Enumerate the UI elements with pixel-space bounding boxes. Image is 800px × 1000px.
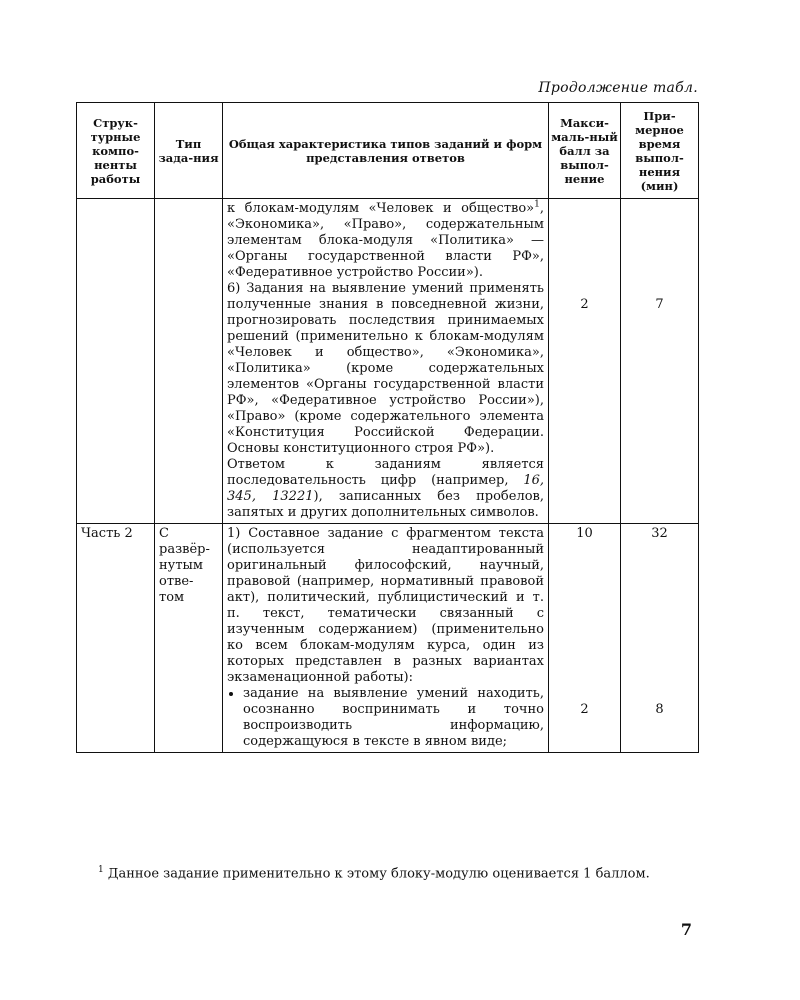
exam-structure-table [76,102,699,753]
time-value: 7 [655,297,664,312]
cell-max-score [549,199,621,524]
cell-type [155,199,223,524]
footnote-reference: 1 [534,199,540,210]
cell-description [223,199,549,524]
header-max-score: Макси-маль-ный балл за выпол-нение [549,103,621,199]
description-text: , «Экономика», «Право», содержательным элементам блока-модуля «Политика» — «Органы государственной власти РФ», «Федеративное устройство России»). [227,201,544,280]
bullet-max-score-value: 2 [580,702,589,717]
header-description: Общая характеристика типов заданий и форм представления ответов [223,103,549,199]
description-text: Ответом к заданиям является последовательность цифр (например, [227,457,544,488]
spacer [553,542,616,702]
header-time: При-мерное время выпол-нения (мин) [621,103,699,199]
time-value: 32 [651,526,668,541]
footnote-marker: 1 [98,865,104,875]
table-row [77,524,699,753]
description-text: к блокам-модулям «Человек и общество» [227,201,535,216]
description-paragraph [227,457,544,521]
cell-type: С развёр-нутым отве-том [155,524,223,753]
table-header-row [77,103,699,199]
table-continuation-note: Продолжение табл. [538,80,698,96]
cell-description [223,524,549,753]
bullet-time-value: 8 [655,702,664,717]
cell-component: Часть 2 [77,524,155,753]
description-text: ), записанных без пробелов, запятых и других дополнительных символов. [227,489,544,520]
cell-max-score [549,524,621,753]
description-paragraph: 6) Задания на выявление умений применять полученные знания в повседневной жизни, прогнозировать последствия принимаемых решений (применительно к блокам-модулям «Человек и общество», «Экономика», «Политика» (кроме содержательных элементов «Органы государственной власти РФ», «Федеративное устройство России»), «Право» (кроме содержательного элемента «Конституция Российской Федерации. Основы конституционного строя РФ»). [227,281,544,456]
cell-component [77,199,155,524]
cell-time [621,524,699,753]
footnote-text: Данное задание применительно к этому блоку-модулю оценивается 1 баллом. [107,866,650,882]
cell-time [621,199,699,524]
footnote [76,862,698,882]
table-row [77,199,699,524]
header-type: Тип зада-ния [155,103,223,199]
spacer [625,201,694,297]
spacer [553,201,616,297]
answer-examples: 16, 345, 13221 [227,473,544,504]
description-paragraph: 1) Составное задание с фрагментом текста (используется неадаптированный оригинальный философский, научный, правовой (например, нормативный правовой акт), политический, публицистический и т. п. текст, тематически связанный с изученным содержанием) (применительно ко всем блокам-модулям курса, один из которых представлен в разных вариантах экзаменационной работы): [227,526,544,685]
header-component: Струк-турные компо-ненты работы [77,103,155,199]
spacer [625,542,694,702]
description-paragraph [227,201,544,281]
description-bullet-list [227,686,544,750]
description-bullet-item: • задание на выявление умений находить, осознанно воспринимать и точно воспроизводить информацию, содержащуюся в тексте в явном виде; [243,686,544,750]
max-score-value: 10 [576,526,593,541]
page-number: 7 [680,920,692,939]
max-score-value: 2 [580,297,589,312]
